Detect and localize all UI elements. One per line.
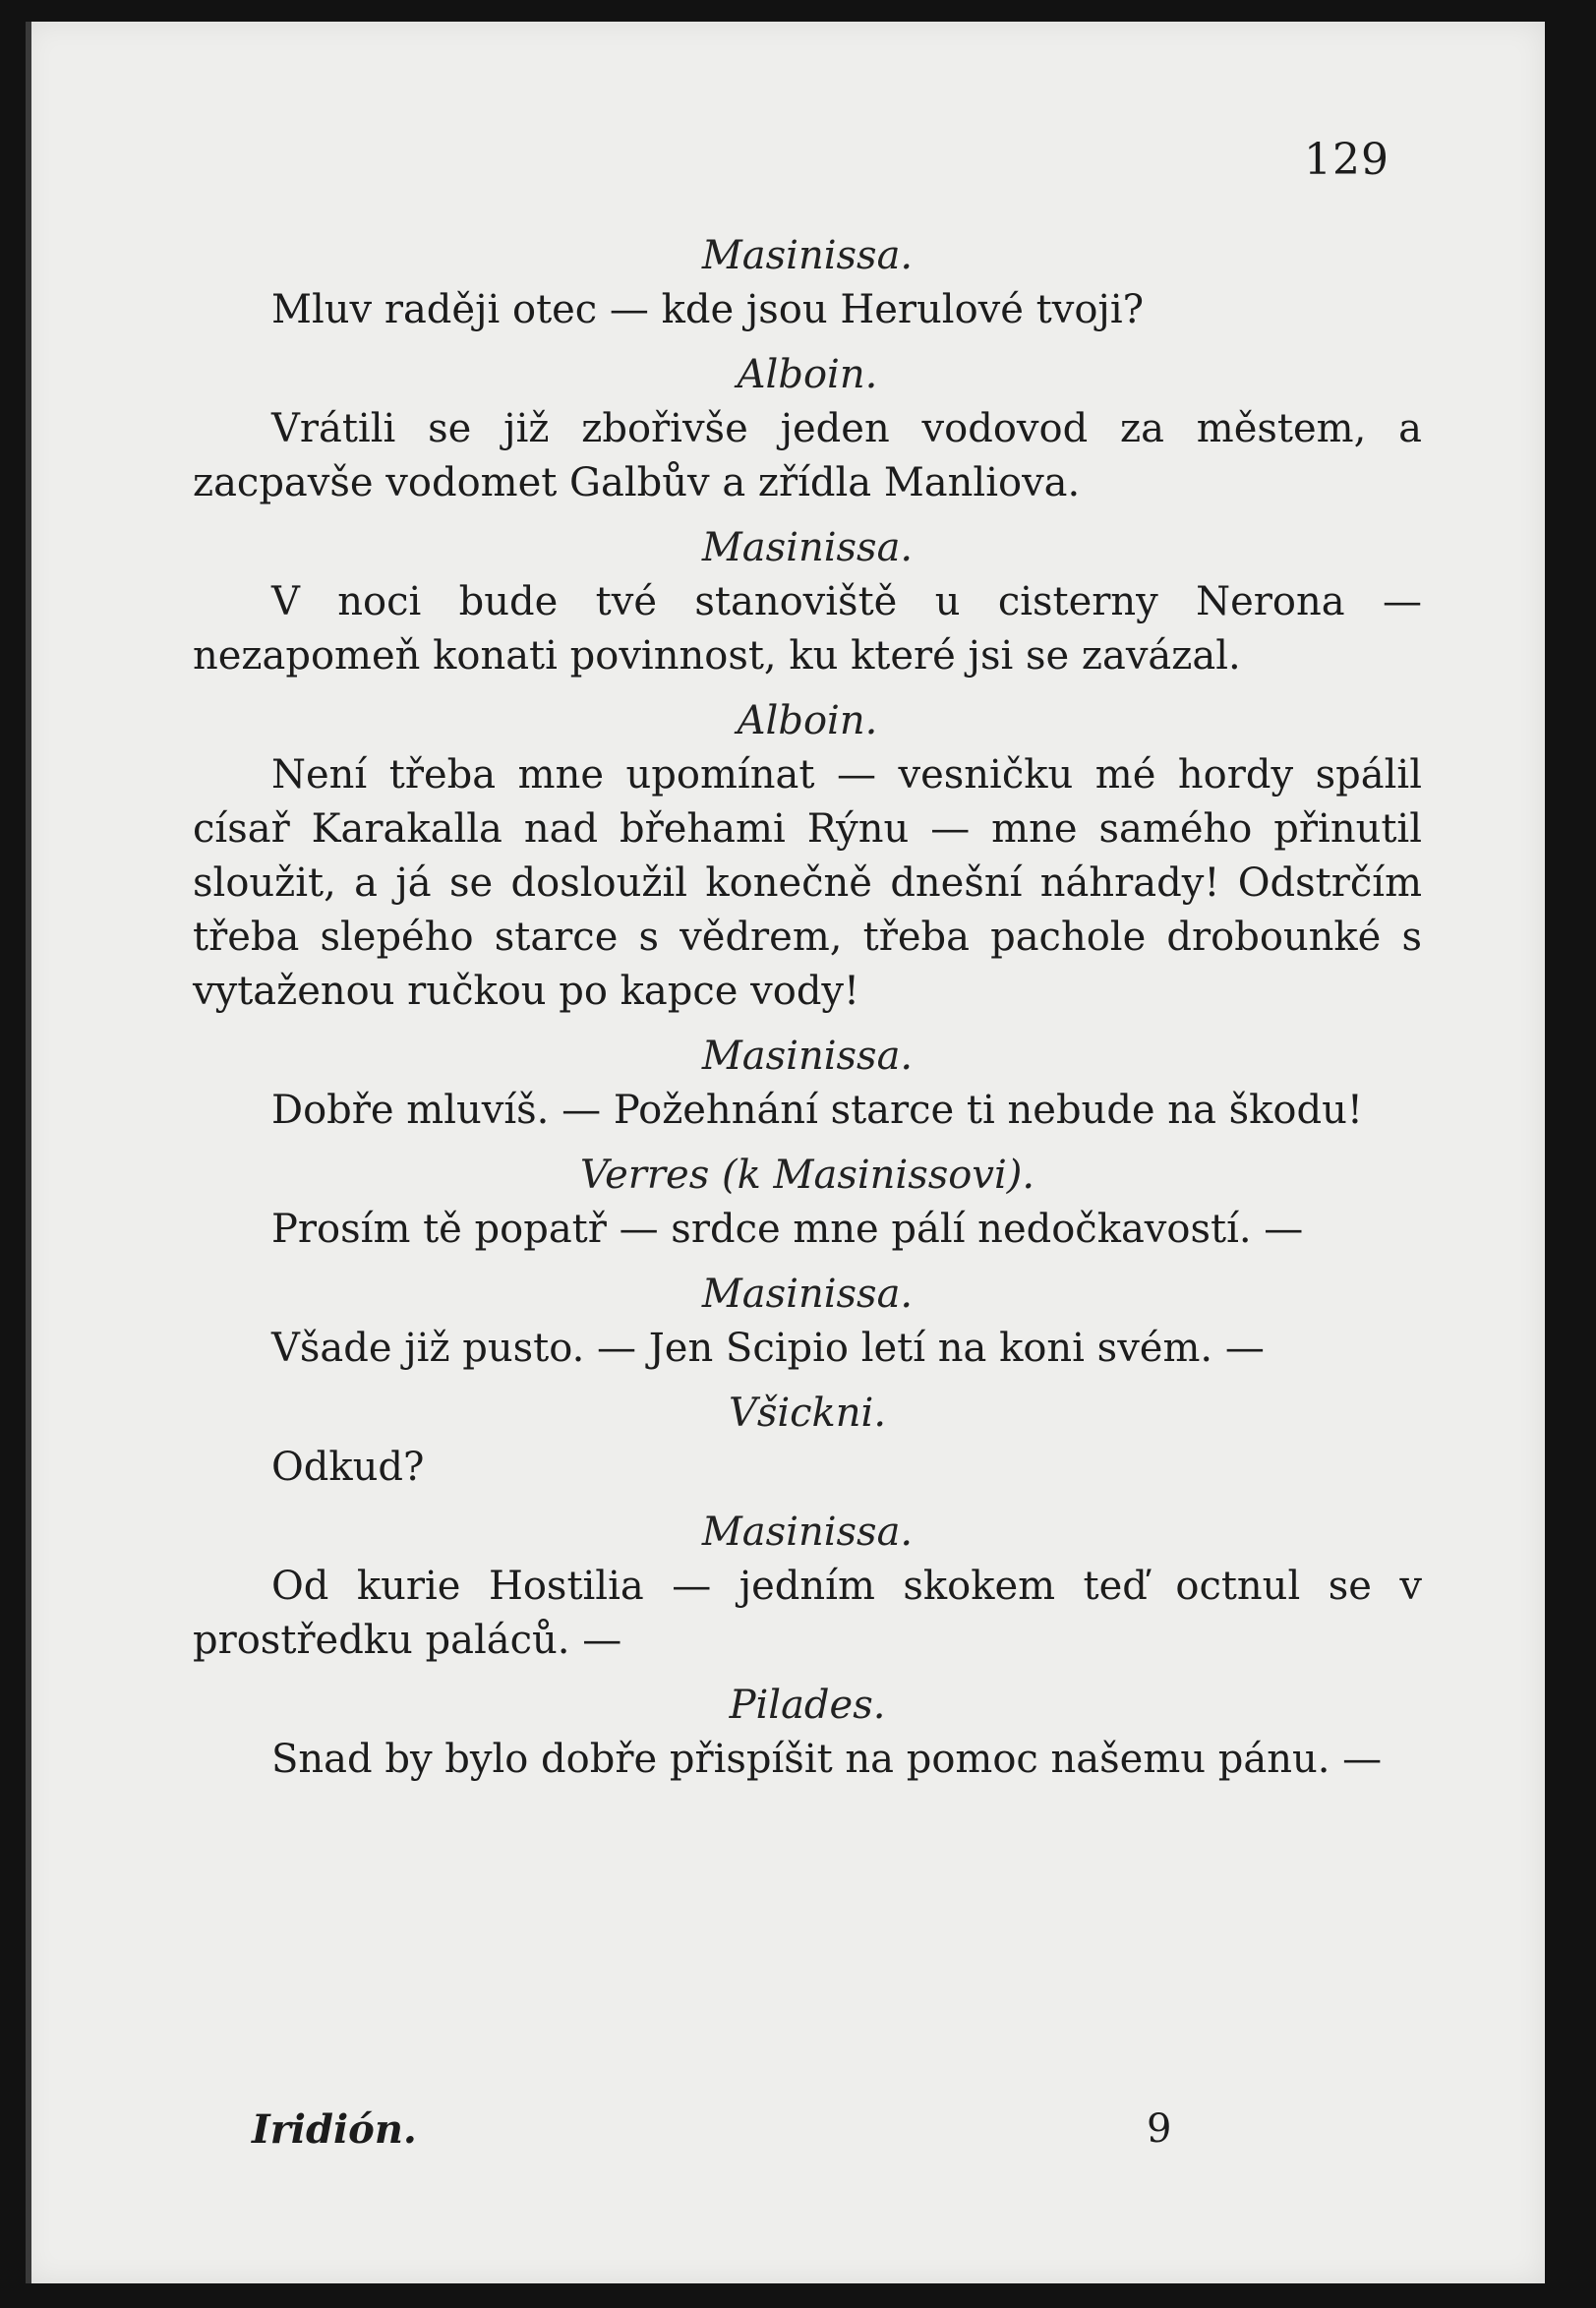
speech-text: Od kurie Hostilia — jedním skokem teď octnul se v prostředku paláců. — xyxy=(193,1564,1422,1663)
dialogue xyxy=(193,228,1422,1797)
speech-text: Mluv raději otec — kde jsou Herulové tvoji? xyxy=(271,287,1145,332)
book-title: Iridión. xyxy=(252,2106,417,2153)
signature-mark: 9 xyxy=(1147,2106,1172,2152)
page-footer xyxy=(252,2106,1235,2153)
speech-text: Není třeba mne upomínat — vesničku mé hordy spálil císař Karakalla nad břehami Rýnu — mne samého přinutil sloužit, a já se dosloužil konečně dnešní náhrady! Odstrčím třeba slepého starce s vědrem, třeba pachole drobounké s vytaženou ručkou po kapce vody! xyxy=(193,752,1422,1014)
speaker-label: Masinissa. xyxy=(701,1034,914,1079)
speaker-label: Všickni. xyxy=(728,1391,887,1436)
speaker-label: Alboin. xyxy=(737,352,878,397)
speaker-label: Masinissa. xyxy=(701,1509,914,1555)
speech-text: Dobře mluvíš. — Požehnání starce ti nebude na škodu! xyxy=(271,1088,1363,1133)
book-page xyxy=(26,22,1545,2283)
speech-text: Všade již pusto. — Jen Scipio letí na koni svém. — xyxy=(271,1326,1265,1371)
speech-text: Vrátili se již zbořivše jeden vodovod za městem, a zacpavše vodomet Galbův a zřídla Manliova. xyxy=(193,406,1422,505)
speaker-label: Masinissa. xyxy=(701,525,914,570)
speaker-label: Alboin. xyxy=(737,698,878,743)
speaker-label: Pilades. xyxy=(729,1683,886,1728)
speech-text: Prosím tě popatř — srdce mne pálí nedočkavostí. — xyxy=(271,1207,1304,1252)
speech-text: Snad by bylo dobře přispíšit na pomoc našemu pánu. — xyxy=(271,1737,1383,1782)
speaker-label: Verres (k Masinissovi). xyxy=(579,1153,1035,1198)
binding-edge xyxy=(26,22,31,2283)
speech-text: V noci bude tvé stanoviště u cisterny Nerona — nezapomeň konati povinnost, ku které jsi se zavázal. xyxy=(193,579,1422,679)
page-number: 129 xyxy=(1304,135,1389,185)
speaker-label: Masinissa. xyxy=(701,1272,914,1317)
speaker-label: Masinissa. xyxy=(701,233,914,278)
speech-text: Odkud? xyxy=(271,1445,425,1490)
